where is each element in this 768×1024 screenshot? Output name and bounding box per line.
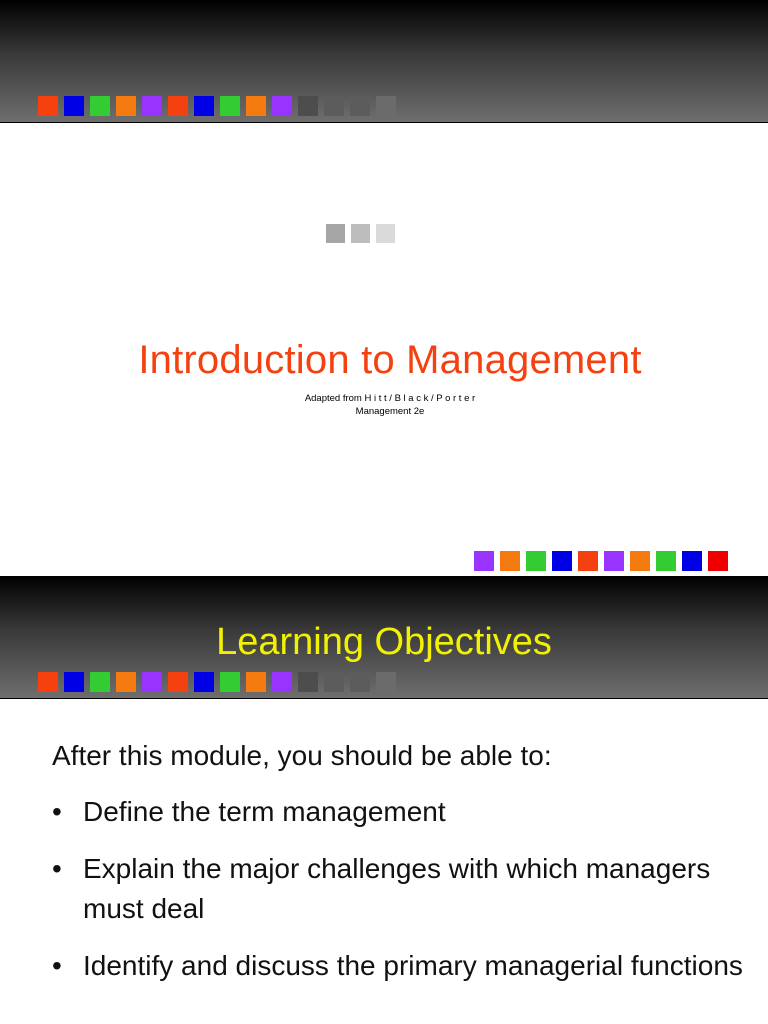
color-square [298,672,318,692]
subtitle-line-1: Adapted from H i t t / B l a c k / P o r t e r [304,393,476,404]
color-square [500,551,520,571]
color-square [298,96,318,116]
slide-learning-objectives [0,576,768,1024]
color-square [350,672,370,692]
color-square [194,672,214,692]
slide-title-text: Introduction to Management [138,338,642,382]
color-square [604,551,624,571]
color-square [708,551,728,571]
color-square [64,96,84,116]
color-square [220,672,240,692]
color-square [324,96,344,116]
color-square [38,672,58,692]
objective-text: Define the term management [83,796,446,827]
objective-item [52,792,752,832]
color-square [682,551,702,571]
color-square [351,224,370,243]
color-square [246,96,266,116]
color-square [142,672,162,692]
subtitle-line-2: Management 2e [355,406,425,417]
color-square [38,96,58,116]
color-square [630,551,650,571]
objectives-lead: After this module, you should be able to: [52,740,552,771]
color-square [324,672,344,692]
bullet-icon: • [52,950,62,981]
objective-text: Explain the major challenges with which managers must deal [83,853,711,924]
footer-color-squares [474,551,728,571]
color-square [350,96,370,116]
color-square [90,672,110,692]
color-square [194,96,214,116]
color-square [272,96,292,116]
color-square [376,224,395,243]
slide-subtitle [0,392,768,418]
color-square [326,224,345,243]
color-square [168,672,188,692]
color-square [526,551,546,571]
header-color-squares [38,96,396,116]
color-square [116,672,136,692]
color-square [90,96,110,116]
color-square [246,672,266,692]
bullet-icon: • [52,796,62,827]
objectives-list [52,792,752,986]
color-square [142,96,162,116]
color-square [474,551,494,571]
color-square [272,672,292,692]
objective-item [52,946,752,986]
objective-item [52,849,752,929]
objectives-body [52,736,752,1003]
objective-text: Identify and discuss the primary managerial functions [83,950,743,981]
bullet-icon: • [52,853,62,884]
color-square [376,672,396,692]
color-square [656,551,676,571]
color-square [376,96,396,116]
header-band [0,0,768,123]
color-square [64,672,84,692]
color-square [578,551,598,571]
color-square [552,551,572,571]
objectives-title: Learning Objectives [216,621,552,663]
color-square [168,96,188,116]
color-square [116,96,136,116]
decorative-gray-squares [326,224,395,243]
color-square [220,96,240,116]
header-color-squares [38,672,396,692]
